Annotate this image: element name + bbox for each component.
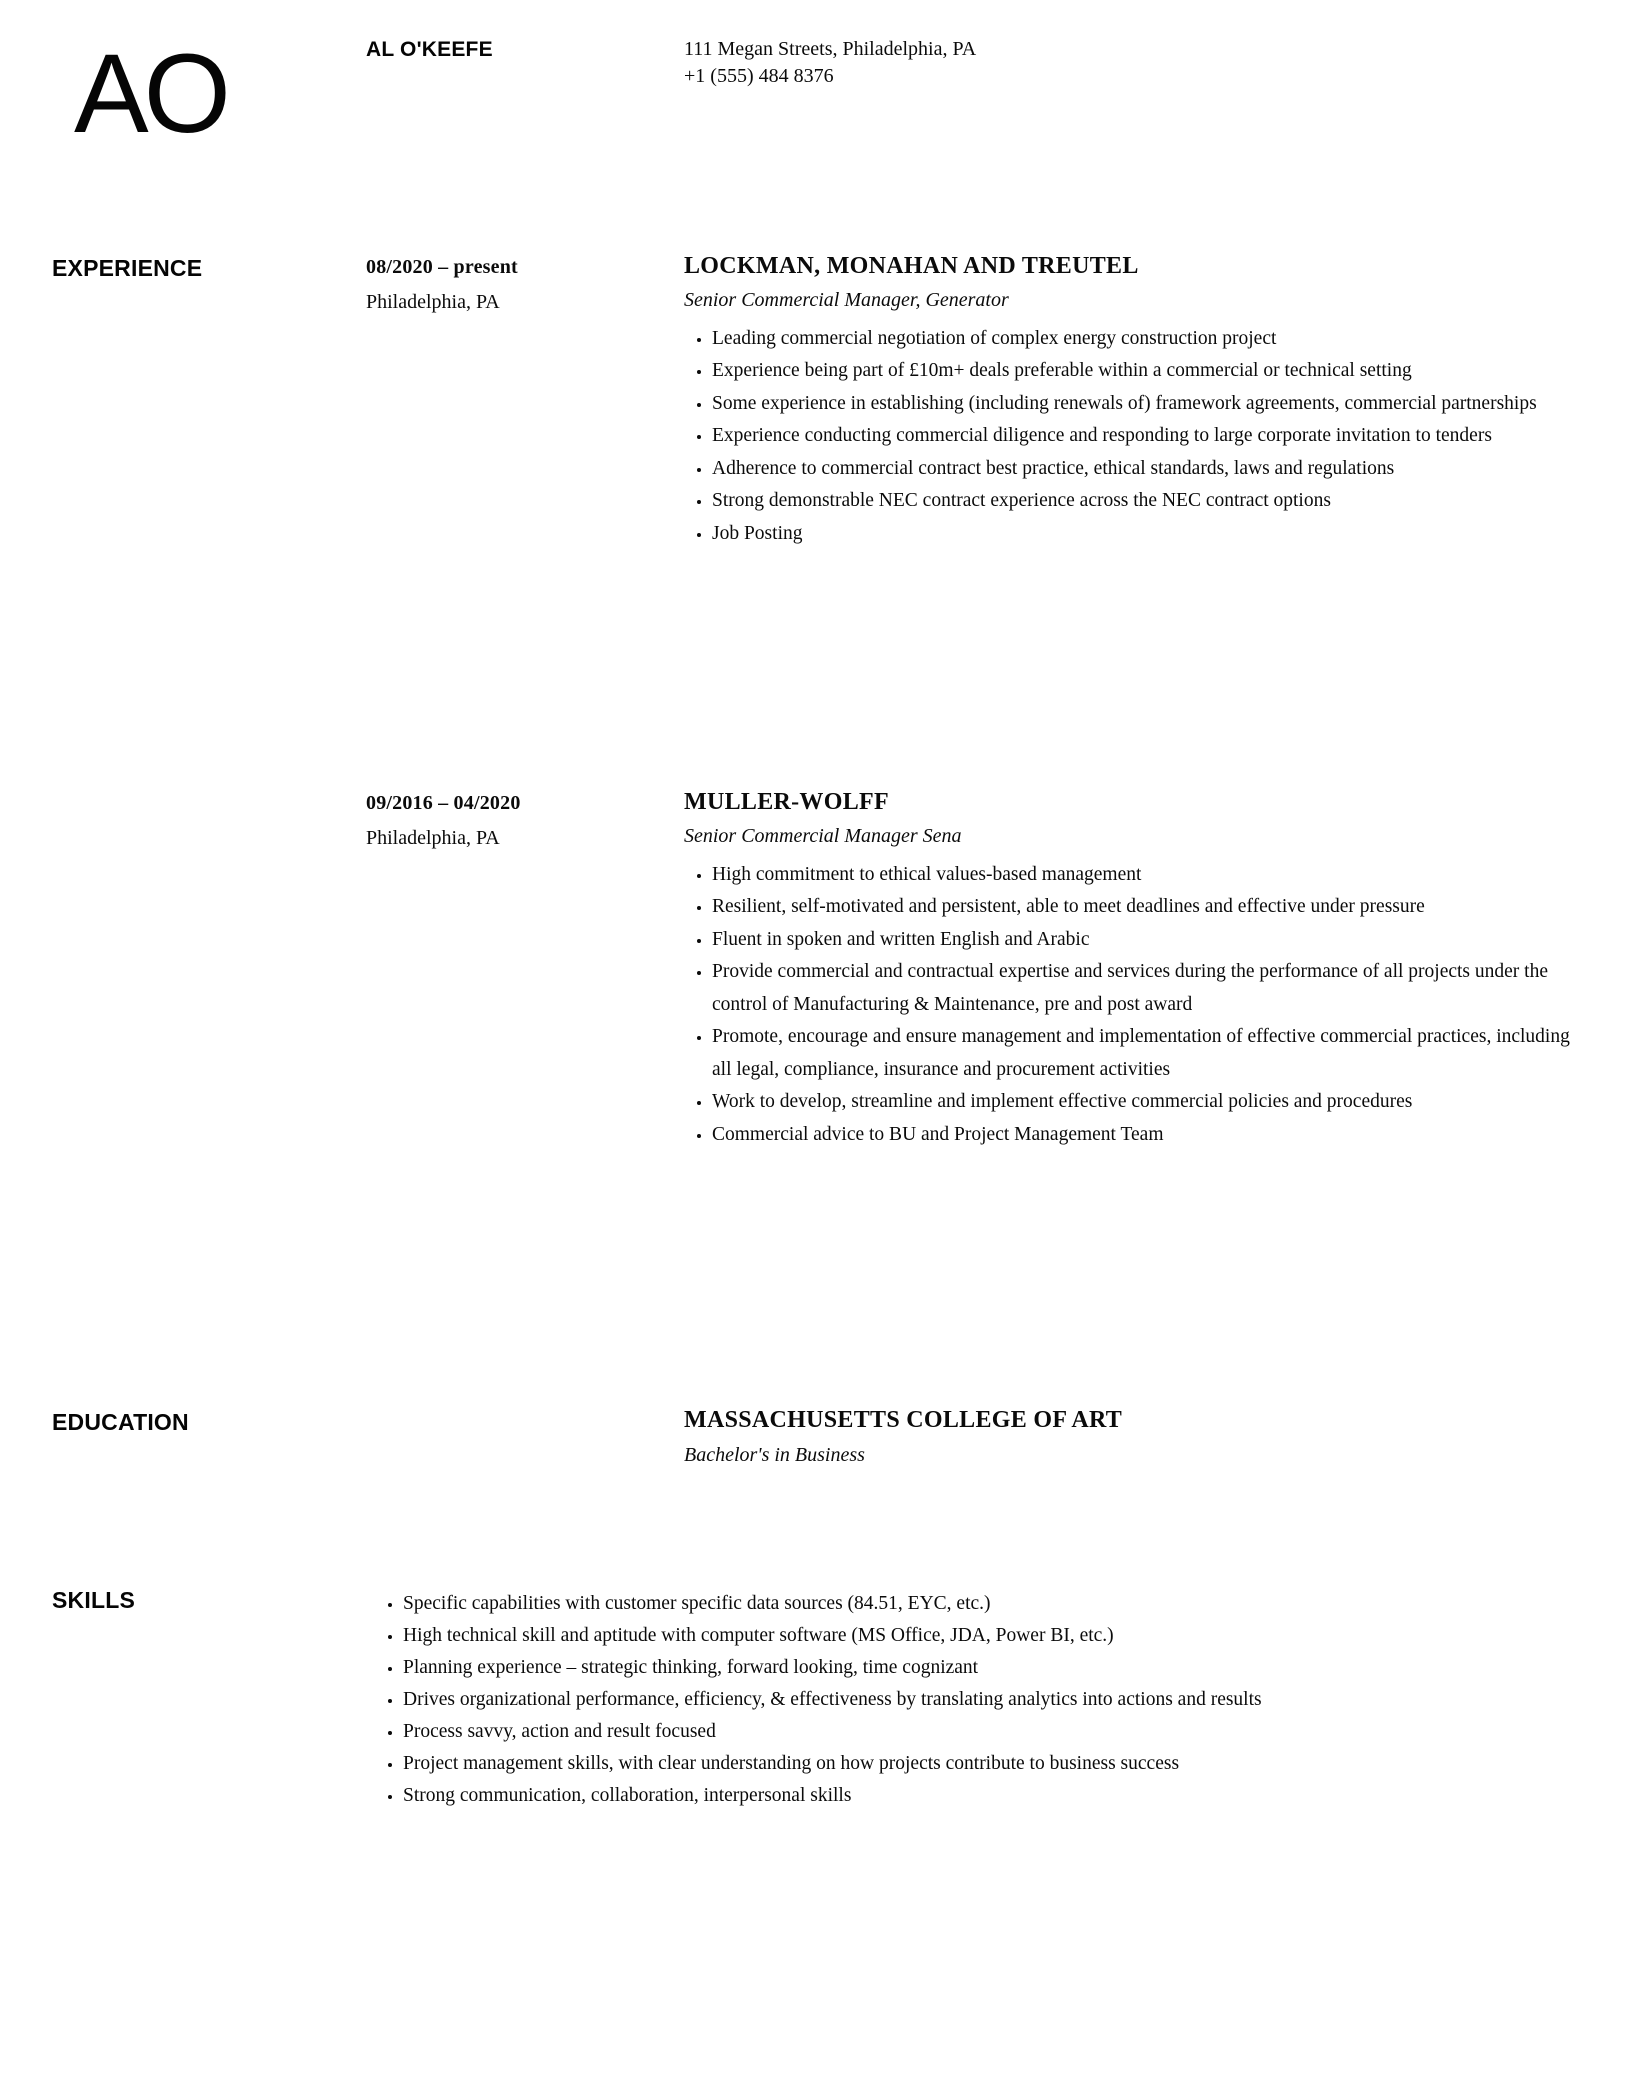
job2-bullet: • Promote, encourage and ensure management and implementation of effective commercial practices, including all legal, compliance, insurance and procurement activities (712, 1021, 1588, 1086)
job1-title: Senior Commercial Manager, Generator (684, 288, 1009, 311)
contact-block (684, 36, 1588, 145)
job1-meta (366, 256, 684, 550)
contact-phone: +1 (555) 484 8376 (684, 65, 834, 87)
candidate-name: AL O'KEEFE (366, 38, 493, 61)
section-label-skills: SKILLS (52, 1587, 135, 1613)
skill-item: • Process savvy, action and result focused (403, 1716, 1588, 1748)
job1-bullet: • Some experience in establishing (including renewals of) framework agreements, commercial partnerships (712, 388, 1588, 421)
job1-location: Philadelphia, PA (366, 291, 500, 313)
job2-bullet: • High commitment to ethical values-based management (712, 859, 1588, 892)
skill-item: • High technical skill and aptitude with computer software (MS Office, JDA, Power BI, etc.) (403, 1620, 1588, 1652)
job2-bullet: • Provide commercial and contractual expertise and services during the performance of all projects under the control of Manufacturing & Maintenance, pre and post award (712, 956, 1588, 1021)
skill-item: • Project management skills, with clear understanding on how projects contribute to business success (403, 1748, 1588, 1780)
contact-address: 111 Megan Streets, Philadelphia, PA (684, 38, 977, 60)
empty-label-cell (52, 788, 366, 1151)
job1-company: LOCKMAN, MONAHAN AND TREUTEL (684, 253, 1139, 279)
job1-bullet-list (684, 323, 1588, 551)
job2-bullet-list (684, 859, 1588, 1152)
job2-company: MULLER-WOLFF (684, 789, 889, 815)
name-cell (366, 36, 684, 145)
job2-title: Senior Commercial Manager Sena (684, 824, 962, 847)
job2-dates: 09/2016 – 04/2020 (366, 792, 521, 814)
job2-meta (366, 792, 684, 1151)
skill-item: • Specific capabilities with customer specific data sources (84.51, EYC, etc.) (403, 1588, 1588, 1620)
education-body (684, 1406, 1588, 1467)
skill-item: • Strong communication, collaboration, interpersonal skills (403, 1780, 1588, 1812)
job2-location: Philadelphia, PA (366, 827, 500, 849)
section-education (0, 1406, 1588, 1467)
resume-header (0, 31, 1588, 156)
skills-body (366, 1584, 1588, 1812)
monogram-cell (52, 31, 366, 156)
section-skills (0, 1584, 1588, 1812)
skill-item: • Planning experience – strategic thinking, forward looking, time cognizant (403, 1652, 1588, 1684)
job1-body (684, 252, 1588, 550)
empty-date-cell (366, 1406, 684, 1467)
education-school: MASSACHUSETTS COLLEGE OF ART (684, 1407, 1123, 1433)
job2-bullet: • Commercial advice to BU and Project Management Team (712, 1119, 1588, 1152)
skill-item: • Drives organizational performance, efficiency, & effectiveness by translating analytics into actions and results (403, 1684, 1588, 1716)
job2-bullet: • Work to develop, streamline and implement effective commercial policies and procedures (712, 1086, 1588, 1119)
education-degree: Bachelor's in Business (684, 1443, 865, 1466)
job1-bullet: • Strong demonstrable NEC contract experience across the NEC contract options (712, 485, 1588, 518)
section-experience (0, 252, 1588, 550)
job1-bullet: • Job Posting (712, 518, 1588, 551)
monogram: AO (74, 31, 226, 156)
job2-bullet: • Fluent in spoken and written English and Arabic (712, 924, 1588, 957)
job2-body (684, 788, 1588, 1151)
job1-bullet: • Experience being part of £10m+ deals preferable within a commercial or technical setting (712, 355, 1588, 388)
section-label-experience: EXPERIENCE (52, 255, 203, 281)
job2-bullet: • Resilient, self-motivated and persistent, able to meet deadlines and effective under pressure (712, 891, 1588, 924)
section-label-education: EDUCATION (52, 1409, 189, 1435)
job1-dates: 08/2020 – present (366, 256, 518, 278)
job1-bullet: • Experience conducting commercial diligence and responding to large corporate invitation to tenders (712, 420, 1588, 453)
job1-bullet: • Leading commercial negotiation of complex energy construction project (712, 323, 1588, 356)
section-experience-job2 (0, 788, 1588, 1151)
skills-list (375, 1588, 1588, 1812)
job1-bullet: • Adherence to commercial contract best practice, ethical standards, laws and regulations (712, 453, 1588, 486)
